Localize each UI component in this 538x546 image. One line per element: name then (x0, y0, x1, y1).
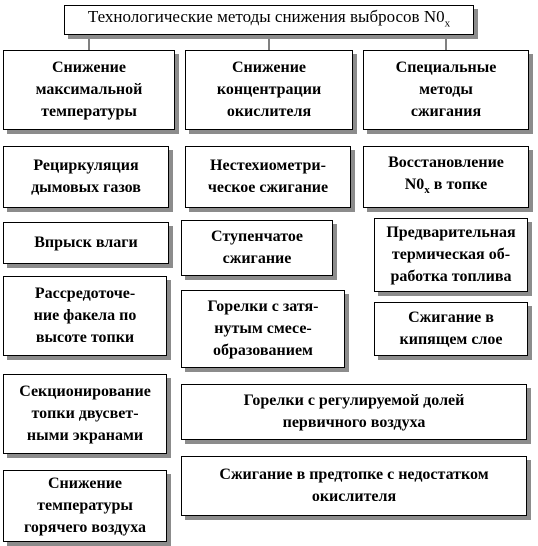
diagram-title (64, 5, 474, 35)
method-flue-gas-recirculation (3, 146, 169, 208)
method-staged-label: Ступенчатое сжигание (211, 228, 303, 267)
method-hot-air-temperature (3, 470, 167, 542)
category-oxidizer-concentration (185, 50, 353, 130)
method-reduction-label-end: в топке (429, 176, 488, 194)
method-prefurnace-label: Сжигание в предтопке с недостатком окислителя (219, 466, 489, 505)
method-adjustable-air-label: Горелки с регулируемой долей первичного воздуха (243, 392, 465, 431)
category-oxidizer-label: Снижение концентрации окислителя (216, 59, 322, 120)
method-moisture-label: Впрыск влаги (34, 234, 138, 251)
method-adjustable-primary-air (181, 384, 527, 440)
method-reduction-label: Восстановление N0 (388, 154, 504, 194)
method-reduction-subscript: x (424, 184, 430, 197)
method-fluidized-bed (374, 302, 528, 356)
title-subscript: x (444, 17, 451, 30)
method-nox-reduction (363, 146, 529, 208)
method-flame-dispersal-label: Рассредоточе- ние факела по высоте топки (33, 285, 137, 346)
method-air-temp-label: Снижение температуры горячего воздуха (24, 475, 146, 536)
title-text: Технологические методы снижения выбросов N0 (87, 6, 445, 26)
method-moisture-injection (3, 222, 169, 264)
method-delayed-mixing-burners (181, 290, 345, 368)
method-fluidized-label: Сжигание в кипящем слое (399, 309, 503, 348)
method-prefurnace-combustion (181, 456, 527, 516)
category-max-temperature-label: Снижение максимальной температуры (35, 59, 143, 120)
method-furnace-sectioning (3, 374, 167, 454)
method-sectioning-label: Секционирование топки двусвет- ными экранами (19, 383, 151, 444)
method-nonstoich-label: Нестехиометри- ческое сжигание (207, 157, 329, 196)
method-fuel-pretreatment (374, 218, 528, 292)
category-max-temperature (3, 50, 175, 130)
method-delayed-mixing-label: Горелки с затя- нутым смесе- образованием (207, 298, 319, 359)
method-recirculation-label: Рециркуляция дымовых газов (31, 157, 141, 196)
method-nonstoichiometric (185, 146, 351, 208)
category-special-methods (363, 50, 529, 130)
method-flame-dispersal (3, 276, 167, 356)
category-special-label: Специальные методы сжигания (395, 59, 497, 120)
method-staged-combustion (181, 220, 333, 276)
method-pretreatment-label: Предварительная термическая об- работка топлива (386, 224, 516, 285)
